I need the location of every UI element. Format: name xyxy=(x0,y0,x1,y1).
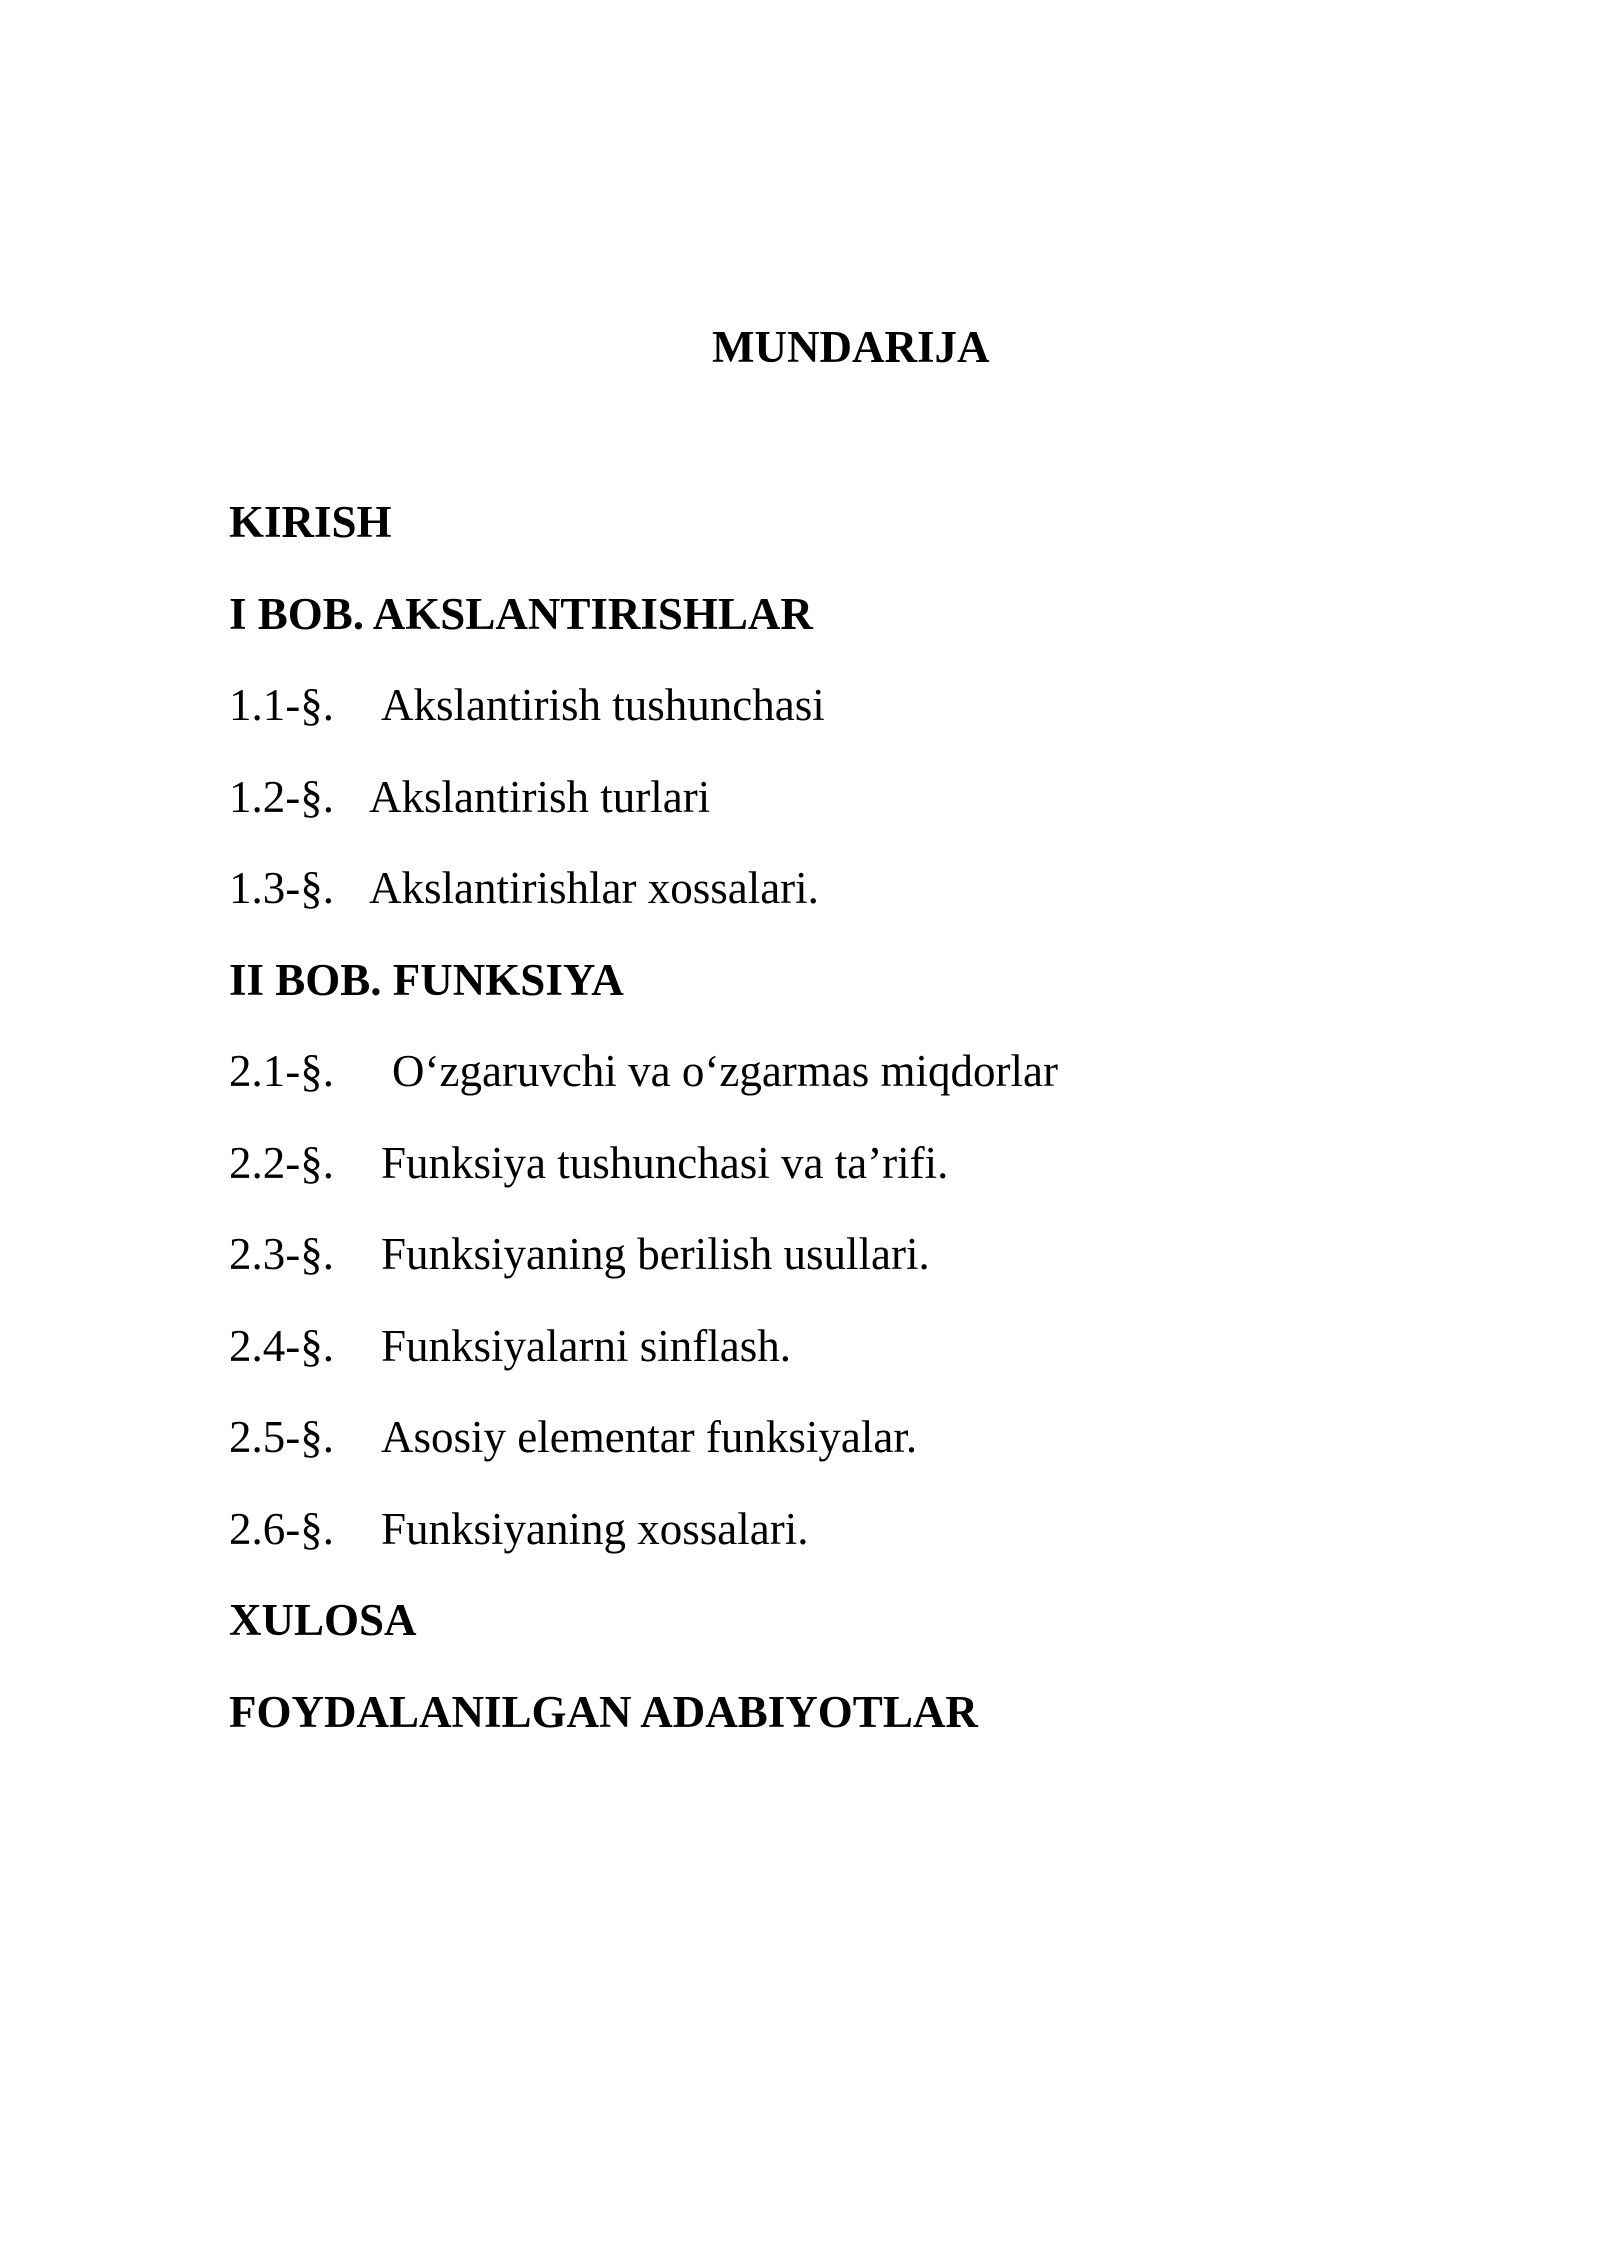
toc-section-1-3 xyxy=(229,863,1429,958)
toc-section-label: Akslantirish turlari xyxy=(369,771,711,822)
toc-section-1-2 xyxy=(229,771,1429,867)
toc-section-2-1 xyxy=(229,1046,1429,1141)
toc-section-2-5 xyxy=(229,1412,1429,1507)
toc-section-number: 2.3-§. xyxy=(229,1229,334,1279)
toc-section-label: Asosiy elementar funksiyalar. xyxy=(381,1412,918,1462)
table-of-contents xyxy=(229,497,1429,1781)
toc-heading-label: XULOSA xyxy=(229,1595,417,1645)
toc-section-label: Funksiyaning xossalari. xyxy=(381,1503,809,1554)
page-title: MUNDARIJA xyxy=(712,322,990,372)
toc-section-2-3 xyxy=(229,1229,1429,1324)
toc-section-label: Akslantirish tushunchasi xyxy=(381,680,825,730)
toc-heading-label: KIRISH xyxy=(229,497,392,547)
toc-heading-introduction xyxy=(229,497,1429,592)
toc-section-number: 1.1-§. xyxy=(229,680,334,730)
toc-heading-label: FOYDALANILGAN ADABIYOTLAR xyxy=(229,1686,978,1737)
toc-heading-chapter-2 xyxy=(229,954,1429,1050)
toc-heading-label: II BOB. FUNKSIYA xyxy=(229,954,624,1005)
toc-section-2-2 xyxy=(229,1137,1429,1233)
toc-section-number: 2.1-§. xyxy=(229,1046,334,1096)
toc-section-2-6 xyxy=(229,1503,1429,1599)
toc-section-number: 2.6-§. xyxy=(229,1503,334,1554)
toc-section-number: 1.3-§. xyxy=(229,863,334,913)
toc-section-label: O‘zgaruvchi va o‘zgarmas miqdorlar xyxy=(392,1046,1058,1096)
toc-heading-chapter-1 xyxy=(229,588,1429,684)
toc-section-label: Akslantirishlar xossalari. xyxy=(369,863,819,913)
toc-heading-conclusion xyxy=(229,1595,1429,1690)
toc-section-label: Funksiya tushunchasi va ta’rifi. xyxy=(381,1137,949,1188)
toc-section-label: Funksiyaning berilish usullari. xyxy=(381,1229,930,1279)
toc-section-number: 1.2-§. xyxy=(229,771,334,822)
toc-section-number: 2.2-§. xyxy=(229,1137,334,1188)
toc-section-number: 2.4-§. xyxy=(229,1320,334,1371)
toc-section-number: 2.5-§. xyxy=(229,1412,334,1462)
toc-section-2-4 xyxy=(229,1320,1429,1416)
toc-heading-label: I BOB. AKSLANTIRISHLAR xyxy=(229,588,813,639)
toc-heading-references xyxy=(229,1686,1429,1782)
toc-section-label: Funksiyalarni sinflash. xyxy=(381,1320,791,1371)
toc-section-1-1 xyxy=(229,680,1429,775)
